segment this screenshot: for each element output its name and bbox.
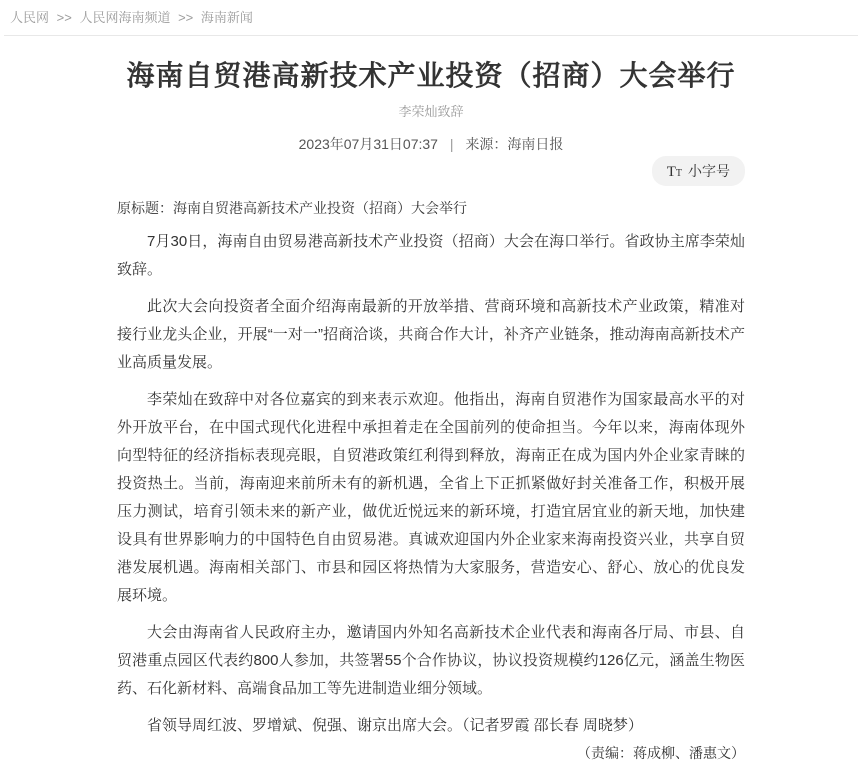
meta-separator: |: [449, 136, 454, 152]
paragraph-3: 李荣灿在致辞中对各位嘉宾的到来表示欢迎。他指出，海南自贸港作为国家最高水平的对外开放平台，在中国式现代化进程中承担着走在全国前列的使命担当。今年以来，海南体现外向型特征的经济指标表现亮眼，自贸港政策红利得到释放，海南正在成为国内外企业家青睐的投资热土。当前，海南迎来前所未有的新机遇，全省上下正抓紧做好封关准备工作，积极开展压力测试，培育引领未来的新产业，做优近悦远来的新环境，打造宜居宜业的新天地，加快建设具有世界影响力的中国特色自由贸易港。真诚欢迎国内外企业家来海南投资兴业，共享自贸港发展机遇。海南相关部门、市县和园区将热情为大家服务，营造安心、舒心、放心的优良发展环境。: [117, 391, 745, 604]
paragraph-5: 省领导周红波、罗增斌、倪强、谢京出席大会。（记者罗霞 邵长春 周晓梦）: [147, 717, 643, 734]
breadcrumb-link-hainan-channel[interactable]: 人民网海南频道: [79, 10, 171, 25]
font-size-toolbar: [117, 156, 745, 186]
font-size-icon-small-t: T: [675, 168, 682, 179]
font-size-icon: [667, 164, 682, 181]
paragraph-2: 此次大会向投资者全面介绍海南最新的开放举措、营商环境和高新技术产业政策，精准对接行业龙头企业，开展“一对一”招商洽谈，共商合作大计，补齐产业链条，推动海南高新技术产业高质量发展。: [117, 298, 745, 371]
breadcrumb-separator: >>: [178, 10, 194, 25]
article-body: [117, 58, 745, 762]
page-title: 海南自贸港高新技术产业投资（招商）大会举行: [126, 60, 736, 91]
font-size-label: 小字号: [688, 163, 730, 179]
source-label: 来源：: [465, 136, 508, 152]
font-size-button[interactable]: [652, 156, 745, 186]
article-meta: [117, 136, 745, 153]
header-divider: [4, 35, 858, 36]
breadcrumb-link-hainan-news[interactable]: 海南新闻: [200, 10, 253, 25]
breadcrumb-link-peoples-daily[interactable]: 人民网: [10, 10, 50, 25]
original-title: 原标题：海南自贸港高新技术产业投资（招商）大会举行: [117, 200, 467, 216]
source-name: 海南日报: [507, 136, 564, 152]
breadcrumb: [0, 0, 862, 26]
publish-date: 2023年07月31日07:37: [298, 136, 438, 152]
breadcrumb-separator: >>: [56, 10, 72, 25]
article-subtitle: 李荣灿致辞: [398, 104, 464, 119]
paragraph-1: 7月30日，海南自由贸易港高新技术产业投资（招商）大会在海口举行。省政协主席李荣灿致辞。: [117, 233, 745, 278]
editor-credit: （责编：蒋成柳、潘惠文）: [577, 745, 745, 761]
font-size-icon-large-t: T: [666, 164, 676, 180]
paragraph-4: 大会由海南省人民政府主办，邀请国内外知名高新技术企业代表和海南各厅局、市县、自贸港重点园区代表约800人参加，共签署55个合作协议，协议投资规模约126亿元，涵盖生物医药、石化新材料、高端食品加工等先进制造业细分领域。: [117, 624, 745, 697]
